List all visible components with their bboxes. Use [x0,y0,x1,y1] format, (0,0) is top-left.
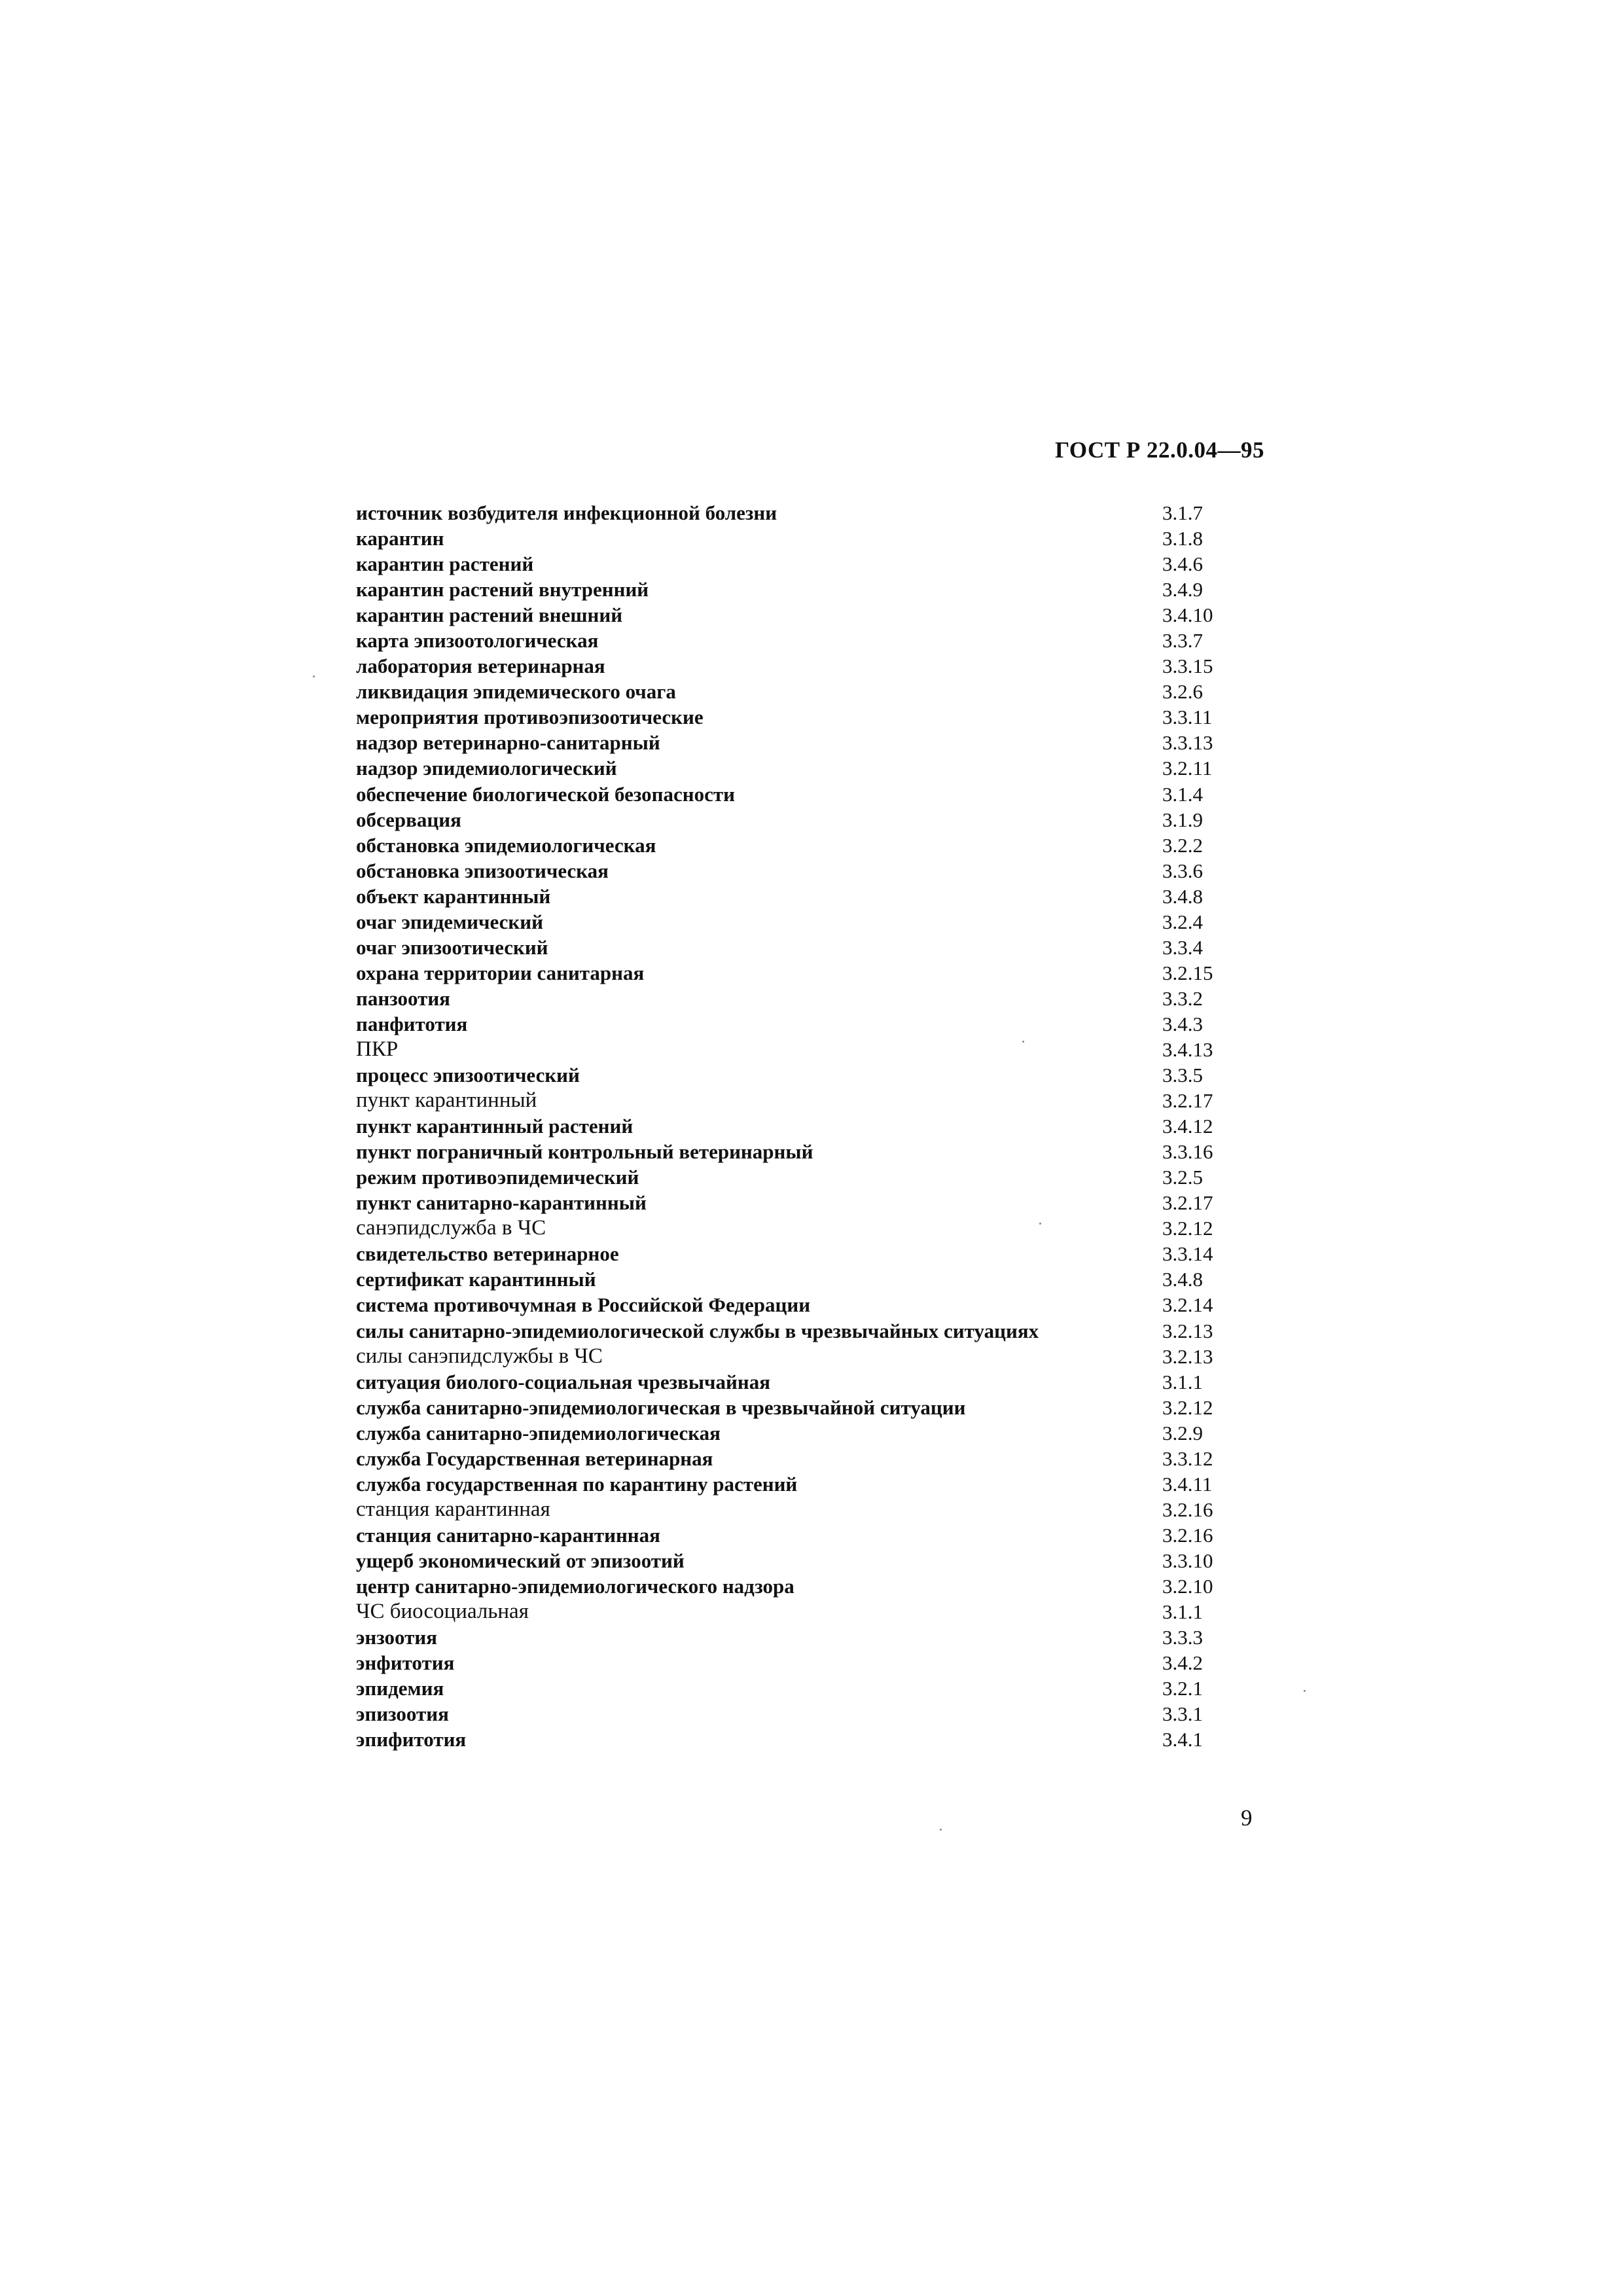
index-entry [356,807,1233,833]
alphabetical-index-list [356,500,1233,1752]
index-entry [356,1241,1233,1266]
index-clause-ref: 3.4.6 [1162,552,1203,576]
index-clause-ref: 3.2.10 [1162,1574,1213,1598]
index-entry [356,781,1233,807]
index-entry [356,858,1233,884]
scan-speck [1304,1690,1306,1692]
index-term: процесс эпизоотический [356,1064,580,1087]
index-clause-ref: 3.2.16 [1162,1523,1213,1547]
index-clause-ref: 3.2.12 [1162,1395,1213,1419]
index-entry [356,1344,1233,1369]
index-entry [356,1599,1233,1624]
index-term: эпидемия [356,1677,444,1700]
index-clause-ref: 3.3.13 [1162,731,1213,755]
index-entry [356,1471,1233,1497]
index-term: система противочумная в Российской Федерации [356,1293,811,1317]
index-term: карантин растений внутренний [356,578,649,601]
index-entry [356,1164,1233,1190]
index-clause-ref: 3.3.16 [1162,1140,1213,1164]
index-clause-ref: 3.1.7 [1162,501,1203,524]
index-entry [356,1037,1233,1062]
index-term: мероприятия противоэпизоотические [356,706,704,729]
index-clause-ref: 3.2.6 [1162,680,1203,704]
index-clause-ref: 3.2.17 [1162,1191,1213,1215]
index-term: источник возбудителя инфекционной болезни [356,501,777,524]
index-entry [356,884,1233,909]
index-entry [356,1062,1233,1088]
index-entry [356,1676,1233,1701]
index-entry [356,704,1233,730]
index-term: ситуация биолого-социальная чрезвычайная [356,1370,771,1393]
index-clause-ref: 3.3.15 [1162,655,1213,678]
index-entry [356,1318,1233,1344]
index-term: станция карантинная [356,1497,550,1521]
index-clause-ref: 3.2.15 [1162,961,1213,984]
index-clause-ref: 3.1.9 [1162,808,1203,831]
index-term: эпизоотия [356,1702,449,1726]
index-clause-ref: 3.4.3 [1162,1012,1203,1035]
index-term: панзоотия [356,986,450,1010]
index-entry [356,1139,1233,1164]
index-clause-ref: 3.2.16 [1162,1498,1213,1521]
index-clause-ref: 3.4.13 [1162,1037,1213,1061]
index-clause-ref: 3.3.5 [1162,1064,1203,1087]
index-entry [356,1701,1233,1727]
index-term: надзор ветеринарно-санитарный [356,731,660,755]
scan-speck [1022,1041,1024,1043]
index-clause-ref: 3.2.4 [1162,910,1203,933]
index-entry [356,1624,1233,1650]
index-entry [356,1395,1233,1420]
scan-speck [1039,1223,1041,1225]
index-term: карантин растений внешний [356,603,623,627]
index-clause-ref: 3.1.1 [1162,1370,1203,1393]
index-term: лаборатория ветеринарная [356,655,605,678]
index-term: режим противоэпидемический [356,1166,639,1189]
index-clause-ref: 3.2.2 [1162,833,1203,857]
index-clause-ref: 3.4.1 [1162,1728,1203,1751]
index-term: очаг эпидемический [356,910,544,933]
index-clause-ref: 3.3.14 [1162,1242,1213,1266]
index-entry [356,730,1233,755]
index-entry [356,526,1233,551]
index-term: пункт карантинный растений [356,1115,633,1138]
index-entry [356,986,1233,1011]
index-term: пункт санитарно-карантинный [356,1191,647,1215]
index-term: эпифитотия [356,1728,467,1751]
index-entry [356,679,1233,704]
index-term: объект карантинный [356,884,551,908]
index-term: карта эпизоотологическая [356,629,599,653]
index-clause-ref: 3.4.12 [1162,1115,1213,1138]
index-entry [356,653,1233,679]
index-entry [356,1548,1233,1573]
index-term: ЧС биосоциальная [356,1600,529,1624]
index-clause-ref: 3.4.9 [1162,578,1203,601]
index-entry [356,909,1233,935]
index-entry [356,1215,1233,1241]
index-entry [356,755,1233,781]
index-term: сертификат карантинный [356,1268,596,1291]
index-term: обсервация [356,808,461,831]
index-term: свидетельство ветеринарное [356,1242,619,1266]
index-term: служба Государственная ветеринарная [356,1446,713,1470]
index-term: центр санитарно-эпидемиологического надзора [356,1574,794,1598]
index-clause-ref: 3.2.14 [1162,1293,1213,1317]
index-term: санэпидслужба в ЧС [356,1216,546,1240]
index-term: энзоотия [356,1626,437,1649]
page-number: 9 [1241,1805,1253,1831]
index-term: ликвидация эпидемического очага [356,680,676,704]
index-clause-ref: 3.3.7 [1162,629,1203,653]
index-entry [356,1497,1233,1522]
index-term: служба санитарно-эпидемиологическая [356,1421,721,1444]
index-clause-ref: 3.3.12 [1162,1446,1213,1470]
index-term: обеспечение биологической безопасности [356,782,735,806]
index-entry [356,628,1233,653]
index-clause-ref: 3.4.10 [1162,603,1213,627]
index-term: охрана территории санитарная [356,961,645,984]
index-term: надзор эпидемиологический [356,757,617,780]
index-entry [356,935,1233,960]
index-term: служба государственная по карантину растений [356,1472,798,1496]
scan-speck [313,675,315,677]
index-entry [356,833,1233,858]
index-term: пункт пограничный контрольный ветеринарный [356,1140,813,1164]
index-clause-ref: 3.1.4 [1162,782,1203,806]
index-entry [356,1292,1233,1318]
index-entry [356,1266,1233,1292]
index-clause-ref: 3.2.12 [1162,1217,1213,1240]
index-clause-ref: 3.2.13 [1162,1344,1213,1368]
index-clause-ref: 3.3.1 [1162,1702,1203,1726]
scan-speck [940,1829,942,1831]
index-term: карантин растений [356,552,534,576]
index-term: станция санитарно-карантинная [356,1523,660,1547]
index-entry [356,1113,1233,1139]
index-entry [356,1011,1233,1037]
index-entry [356,577,1233,602]
index-term: силы санэпидслужбы в ЧС [356,1344,603,1368]
index-clause-ref: 3.1.1 [1162,1600,1203,1624]
index-clause-ref: 3.3.4 [1162,935,1203,959]
index-clause-ref: 3.3.10 [1162,1549,1213,1572]
index-clause-ref: 3.4.8 [1162,1268,1203,1291]
index-clause-ref: 3.4.11 [1162,1472,1213,1496]
index-term: обстановка эпидемиологическая [356,833,656,857]
index-entry [356,1446,1233,1471]
index-entry [356,1088,1233,1113]
index-clause-ref: 3.2.17 [1162,1089,1213,1113]
index-term: обстановка эпизоотическая [356,859,609,882]
index-clause-ref: 3.2.5 [1162,1166,1203,1189]
index-term: силы санитарно-эпидемиологической службы в чрезвычайных ситуациях [356,1319,1039,1342]
index-term: ПКР [356,1037,399,1061]
index-entry [356,1369,1233,1395]
index-clause-ref: 3.3.3 [1162,1626,1203,1649]
index-entry [356,960,1233,986]
index-entry [356,1650,1233,1676]
index-entry [356,1522,1233,1548]
index-entry [356,1420,1233,1446]
index-clause-ref: 3.4.2 [1162,1651,1203,1675]
index-entry [356,500,1233,526]
index-entry [356,1727,1233,1752]
index-clause-ref: 3.2.11 [1162,757,1213,780]
index-entry [356,602,1233,628]
index-term: карантин [356,527,444,550]
index-clause-ref: 3.2.1 [1162,1677,1203,1700]
index-term: панфитотия [356,1012,468,1035]
index-term: служба санитарно-эпидемиологическая в чрезвычайной ситуации [356,1395,966,1419]
index-clause-ref: 3.3.11 [1162,706,1213,729]
index-entry [356,1190,1233,1215]
index-clause-ref: 3.4.8 [1162,884,1203,908]
index-clause-ref: 3.1.8 [1162,527,1203,550]
index-clause-ref: 3.2.9 [1162,1421,1203,1444]
index-entry [356,1573,1233,1599]
index-clause-ref: 3.3.2 [1162,986,1203,1010]
index-term: энфитотия [356,1651,455,1675]
index-term: пункт карантинный [356,1088,537,1113]
index-term: ущерб экономический от эпизоотий [356,1549,685,1572]
index-entry [356,551,1233,577]
index-term: очаг эпизоотический [356,935,548,959]
index-clause-ref: 3.3.6 [1162,859,1203,882]
document-code-header: ГОСТ Р 22.0.04—95 [1054,437,1264,463]
index-clause-ref: 3.2.13 [1162,1319,1213,1342]
